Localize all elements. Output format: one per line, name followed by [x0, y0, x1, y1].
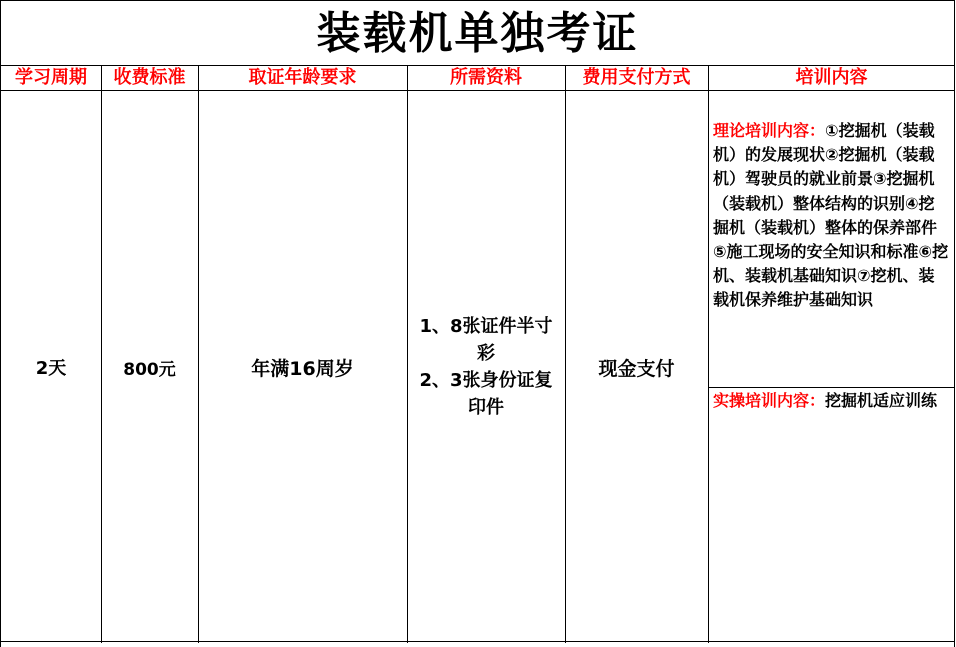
cell-age-requirement: 年满16周岁 [251, 357, 354, 380]
column-divider [101, 65, 102, 643]
practice-training-content [709, 389, 955, 413]
table-bottom-border [1, 641, 954, 642]
header-training-content: 培训内容 [708, 65, 955, 91]
cell-study-period: 2天 [35, 358, 67, 379]
practice-label: 实操培训内容： [713, 391, 826, 410]
materials-item: 2、3张身份证复印件 [419, 370, 553, 418]
cell-payment-method: 现金支付 [598, 357, 675, 380]
cell-fee: 800元 [123, 359, 176, 380]
cell-materials [407, 91, 565, 643]
column-divider [198, 65, 199, 643]
header-fee: 收费标准 [101, 65, 198, 91]
training-divider [709, 387, 955, 388]
column-divider [708, 65, 709, 643]
page-title: 装载机单独考证 [1, 0, 954, 65]
theory-label: 理论培训内容： [713, 121, 826, 140]
practice-text: 挖掘机适应训练 [825, 391, 938, 410]
header-materials: 所需资料 [407, 65, 565, 91]
theory-training-content [709, 119, 955, 313]
materials-item: 1、8张证件半寸彩 [419, 316, 553, 364]
column-divider [565, 65, 566, 643]
header-age-requirement: 取证年龄要求 [198, 65, 407, 91]
column-divider [407, 65, 408, 643]
theory-text: ①挖掘机（装载机）的发展现状②挖掘机（装载机）驾驶员的就业前景③挖掘机（装载机）整体结构的识别④挖掘机（装载机）整体的保养部件⑤施工现场的安全知识和标准⑥挖机、装载机基础知识⑦挖机、装载机保养维护基础知识 [713, 121, 949, 310]
header-payment-method: 费用支付方式 [565, 65, 708, 91]
header-study-period: 学习周期 [1, 65, 101, 91]
